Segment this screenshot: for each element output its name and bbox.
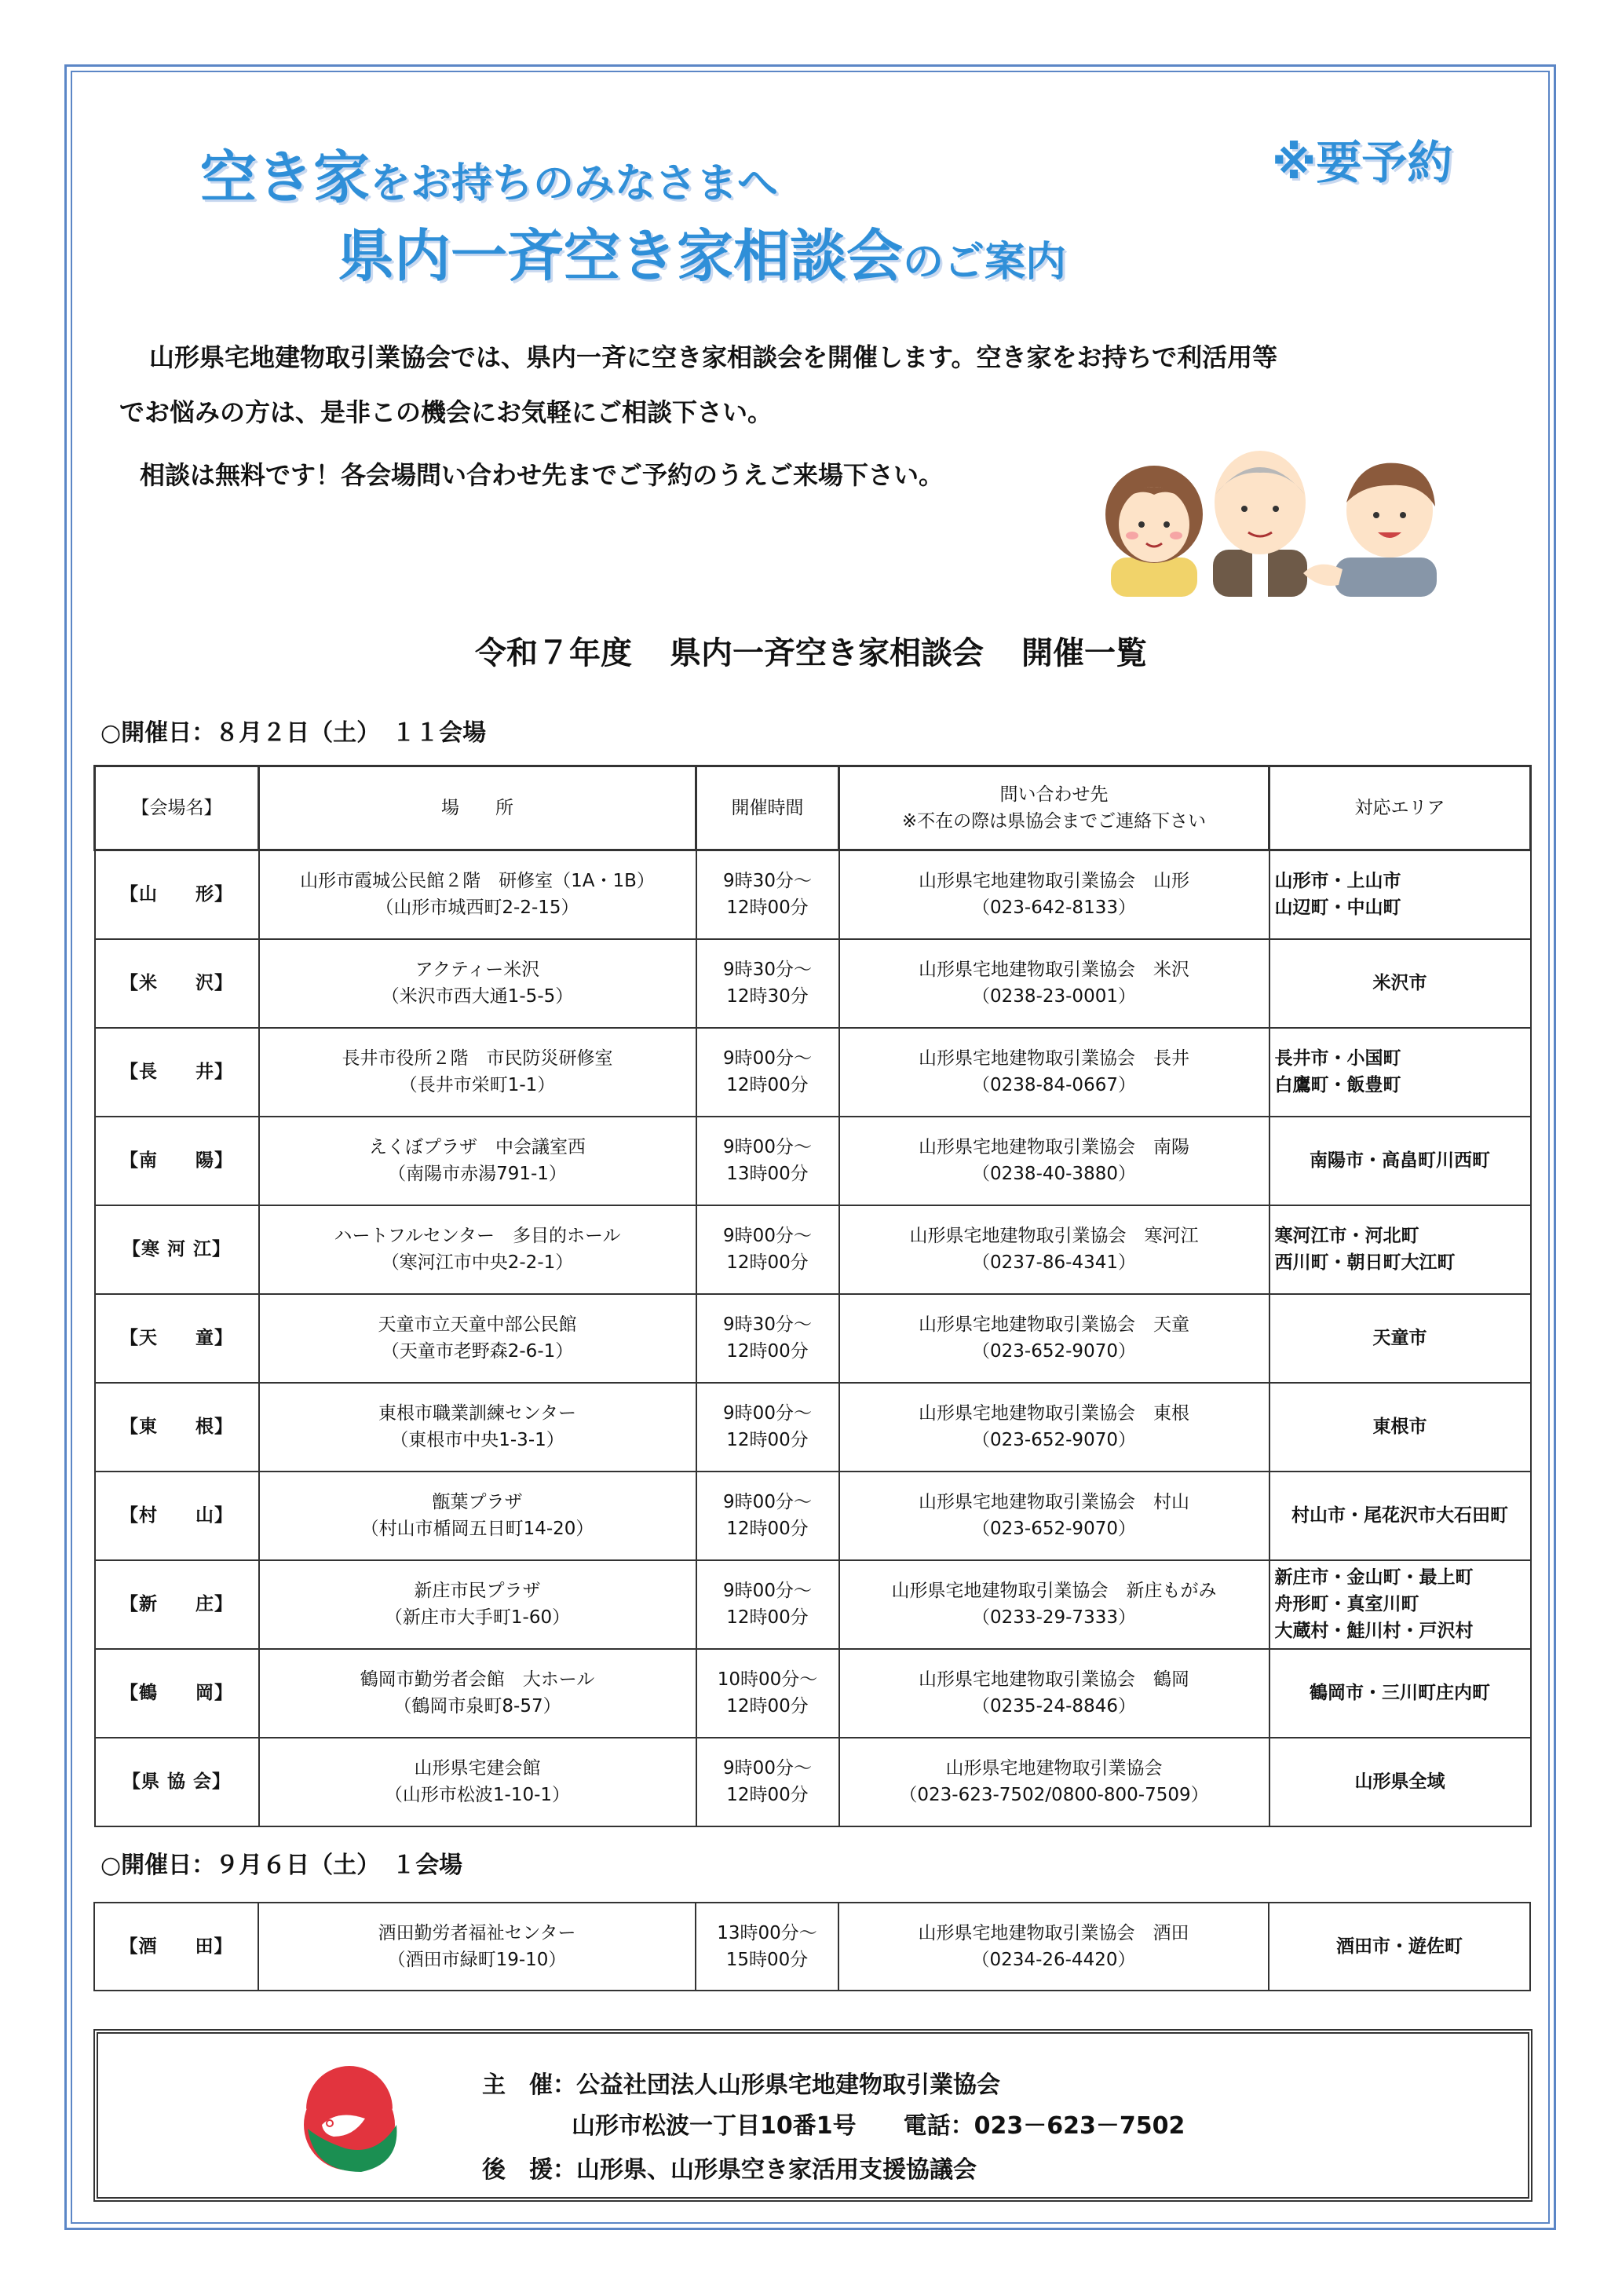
contact-tel: （023-652-9070） (972, 1341, 1136, 1362)
venue-row (95, 1028, 1531, 1117)
schedule-title (0, 628, 1622, 673)
venue-contact-cell (839, 1738, 1269, 1826)
area-lines (1310, 1680, 1490, 1706)
venue-place-cell (259, 1117, 696, 1205)
contact-name: 山形県宅地建物取引業協会 (945, 1758, 1163, 1779)
venue-address: （鶴岡市泉町8-57） (393, 1696, 561, 1717)
area-line: 山形県全域 (1354, 1771, 1445, 1792)
time-end: 13時00分 (726, 1164, 809, 1184)
venue-contact-cell (839, 939, 1269, 1028)
area-lines (1355, 1768, 1445, 1795)
venue-area-cell (1269, 1294, 1531, 1383)
area-line: 長井市・小国町 (1274, 1048, 1401, 1069)
venue-row (95, 850, 1531, 939)
venue-place-cell (259, 850, 696, 939)
venue-area-cell (1269, 1738, 1531, 1826)
venue-contact-cell (839, 1649, 1269, 1738)
header-place: 場 所 (259, 766, 696, 850)
contact-tel: （0237-86-4341） (972, 1252, 1136, 1273)
header-contact-label: 問い合わせ先 (999, 784, 1109, 805)
venue-address: （酒田市緑町19-10） (387, 1950, 567, 1970)
venue-place-cell (259, 939, 696, 1028)
venue-time-cell (696, 1294, 839, 1383)
venue-address: （村山市楯岡五日町14-20） (360, 1519, 594, 1539)
session-2-date: ○開催日：９月６日（土） １会場 (100, 1852, 463, 1879)
venue-place: 長井市役所２階 市民防災研修室 (342, 1048, 613, 1069)
venue-area-cell (1269, 850, 1531, 939)
area-lines (1275, 1223, 1525, 1276)
time-start: 9時00分～ (723, 1226, 812, 1246)
venue-row (95, 1738, 1531, 1826)
time-end: 12時30分 (726, 986, 809, 1007)
venue-address: （米沢市西大通1-5-5） (381, 986, 574, 1007)
venue-table-august (93, 765, 1532, 1827)
venue-contact-cell (839, 1383, 1269, 1472)
area-line: 山辺町・中山町 (1274, 898, 1401, 919)
time-start: 9時30分～ (723, 871, 812, 892)
venue-row (95, 1117, 1531, 1205)
venue-area-cell (1269, 1649, 1531, 1738)
area-line: 南陽市・高畠町 (1310, 1150, 1436, 1171)
venue-name: 【天 童】 (95, 1294, 259, 1383)
elderly-man-figure (1213, 451, 1307, 597)
contact-tel: （0238-23-0001） (972, 986, 1136, 1007)
venue-address: （長井市栄町1-1） (399, 1075, 556, 1095)
venue-place: ハートフルセンター 多目的ホール (334, 1226, 621, 1246)
time-end: 12時00分 (726, 1075, 809, 1095)
venue-time-cell (696, 850, 839, 939)
venue-time-cell (696, 1903, 838, 1991)
venue-area-cell (1269, 1028, 1531, 1117)
area-line: 酒田市・遊佐町 (1336, 1936, 1463, 1957)
contact-name: 山形県宅地建物取引業協会 米沢 (919, 960, 1189, 980)
venue-place-cell (259, 1028, 696, 1117)
venue-place: 天童市立天童中部公民館 (378, 1314, 577, 1335)
venue-contact-cell (839, 1294, 1269, 1383)
venue-place-cell (259, 1205, 696, 1294)
title-emphasis: 空き家 (200, 144, 371, 210)
venue-name: 【酒 田】 (94, 1903, 258, 1991)
header-contact (839, 766, 1269, 850)
venue-place-cell (259, 1472, 696, 1560)
contact-name: 山形県宅地建物取引業協会 鶴岡 (919, 1669, 1189, 1690)
area-line: 山形市・上山市 (1274, 871, 1401, 892)
footer-tel: 電話：023－623－7502 (903, 2112, 1185, 2140)
venue-place: アクティー米沢 (415, 960, 540, 980)
area-lines (1310, 1147, 1490, 1174)
venue-name: 【県 協 会】 (95, 1738, 259, 1826)
contact-name: 山形県宅地建物取引業協会 東根 (919, 1403, 1189, 1424)
venue-place: 甑葉プラザ (432, 1492, 523, 1512)
people-illustration (1076, 440, 1460, 597)
schedule-name: 県内一斉空き家相談会 (670, 635, 984, 671)
area-line: 新庄市・金山町・最上町 (1274, 1567, 1474, 1588)
footer-organizer: 主 催：公益社団法人山形県宅地建物取引業協会 (482, 2071, 1000, 2099)
area-line: 天童市 (1372, 1328, 1427, 1348)
time-end: 12時00分 (726, 1696, 809, 1717)
time-end: 12時00分 (726, 1519, 809, 1539)
contact-name: 山形県宅地建物取引業協会 天童 (919, 1314, 1189, 1335)
venue-place-cell (259, 1383, 696, 1472)
venue-address: （天童市老野森2-6-1） (381, 1341, 574, 1362)
area-line: 大蔵村・鮭川村・戸沢村 (1274, 1621, 1474, 1641)
time-end: 12時00分 (726, 1341, 809, 1362)
venue-area-cell (1269, 1903, 1530, 1991)
venue-time-cell (696, 1117, 839, 1205)
table-header-row (95, 766, 1531, 850)
area-line: 鶴岡市・三川町 (1310, 1683, 1436, 1703)
contact-name: 山形県宅地建物取引業協会 酒田 (918, 1923, 1189, 1943)
venue-row (95, 939, 1531, 1028)
time-end: 12時00分 (726, 1785, 809, 1805)
venue-time-cell (696, 1205, 839, 1294)
venue-place-cell (259, 1649, 696, 1738)
venue-contact-cell (839, 1472, 1269, 1560)
venue-name: 【東 根】 (95, 1383, 259, 1472)
venue-place: 鶴岡市勤労者会館 大ホール (360, 1669, 595, 1690)
venue-area-cell (1269, 1383, 1531, 1472)
header-venue: 【会場名】 (95, 766, 259, 850)
footer-support: 後 援：山形県、山形県空き家活用支援協議会 (482, 2156, 977, 2184)
venue-address: （山形市城西町2-2-15） (375, 898, 579, 919)
title-emphasis-2: 県内一斉空き家相談会 (338, 223, 904, 289)
title-line-2 (338, 210, 1066, 292)
time-start: 9時00分～ (723, 1758, 812, 1779)
contact-tel: （023-652-9070） (972, 1519, 1136, 1539)
venue-place: 東根市職業訓練センター (378, 1403, 577, 1424)
venue-name: 【長 井】 (95, 1028, 259, 1117)
time-start: 9時30分～ (723, 1314, 812, 1335)
title-rest: をお持ちのみなさまへ (370, 160, 779, 207)
area-line: 舟形町・真室川町 (1274, 1594, 1419, 1614)
venue-place: 酒田勤労者福祉センター (378, 1923, 576, 1943)
area-lines (1291, 1502, 1508, 1529)
header-time: 開催時間 (696, 766, 839, 850)
venue-place-cell (259, 1738, 696, 1826)
venue-contact-cell (838, 1903, 1269, 1991)
venue-place: 山形県宅建会館 (414, 1758, 541, 1779)
area-line: 庄内町 (1436, 1683, 1490, 1703)
venue-place-cell (258, 1903, 696, 1991)
venue-place: 山形市霞城公民館２階 研修室（1A・1B） (300, 871, 655, 892)
contact-tel: （0238-84-0667） (972, 1075, 1136, 1095)
contact-name: 山形県宅地建物取引業協会 村山 (919, 1492, 1189, 1512)
area-line: 東根市 (1372, 1417, 1427, 1437)
time-start: 9時00分～ (723, 1403, 812, 1424)
young-man-figure (1303, 463, 1437, 597)
time-end: 12時00分 (726, 898, 809, 919)
venue-address: （東根市中央1-3-1） (390, 1430, 564, 1450)
contact-tel: （0238-40-3880） (972, 1164, 1136, 1184)
area-line: 寒河江市・河北町 (1274, 1226, 1419, 1246)
area-line: 川西町 (1436, 1150, 1490, 1171)
venue-contact-cell (839, 1028, 1269, 1117)
intro-paragraph-2: でお悩みの方は、是非この機会にお気軽にご相談下さい。 (119, 397, 773, 427)
venue-place: えくぼプラザ 中会議室西 (369, 1137, 586, 1157)
venue-place-cell (259, 1294, 696, 1383)
venue-row (95, 1383, 1531, 1472)
venue-name: 【新 庄】 (95, 1560, 259, 1649)
intro-paragraph-3: 相談は無料です！各会場問い合わせ先までご予約のうえご来場下さい。 (140, 460, 944, 490)
contact-tel: （0234-26-4420） (971, 1950, 1136, 1970)
area-lines (1275, 1045, 1525, 1099)
footer-contact (572, 2106, 1185, 2141)
venue-address: （山形市松波1-10-1） (384, 1785, 571, 1805)
venue-name: 【寒 河 江】 (95, 1205, 259, 1294)
title-line-1 (200, 132, 778, 214)
area-line: 白鷹町・飯豊町 (1274, 1075, 1401, 1095)
venue-contact-cell (839, 1205, 1269, 1294)
venue-address: （南陽市赤湯791-1） (388, 1164, 567, 1184)
contact-tel: （023-623-7502/0800-800-7509） (899, 1785, 1209, 1805)
venue-time-cell (696, 1028, 839, 1117)
venue-row (95, 1205, 1531, 1294)
venue-time-cell (696, 1383, 839, 1472)
venue-row (95, 1472, 1531, 1560)
venue-area-cell (1269, 1205, 1531, 1294)
area-lines (1373, 1413, 1427, 1440)
venue-row (95, 1294, 1531, 1383)
area-lines (1275, 1564, 1525, 1644)
area-line: 大石田町 (1436, 1505, 1508, 1526)
venue-time-cell (696, 1560, 839, 1649)
time-start: 10時00分～ (717, 1669, 818, 1690)
area-line: 大江町 (1401, 1252, 1456, 1273)
venue-contact-cell (839, 1117, 1269, 1205)
time-start: 13時00分～ (717, 1923, 817, 1943)
time-end: 12時00分 (726, 1607, 809, 1628)
contact-tel: （0233-29-7333） (972, 1607, 1136, 1628)
association-logo (290, 2062, 408, 2180)
contact-name: 山形県宅地建物取引業協会 寒河江 (909, 1226, 1199, 1246)
reservation-required: ※要予約 (1272, 136, 1453, 189)
time-start: 9時00分～ (723, 1581, 812, 1601)
time-start: 9時30分～ (723, 960, 812, 980)
time-start: 9時00分～ (723, 1048, 812, 1069)
area-lines (1336, 1933, 1463, 1960)
venue-place-cell (259, 1560, 696, 1649)
contact-tel: （023-642-8133） (972, 898, 1136, 919)
venue-address: （新庄市大手町1-60） (384, 1607, 571, 1628)
venue-name: 【村 山】 (95, 1472, 259, 1560)
area-lines (1373, 1325, 1427, 1351)
area-line: 村山市・尾花沢市 (1291, 1505, 1436, 1526)
venue-time-cell (696, 1738, 839, 1826)
time-end: 15時00分 (725, 1950, 809, 1970)
venue-row (95, 1560, 1531, 1649)
venue-name: 【米 沢】 (95, 939, 259, 1028)
venue-time-cell (696, 1472, 839, 1560)
header-area: 対応エリア (1269, 766, 1531, 850)
title-rest-2: のご案内 (903, 239, 1067, 286)
venue-area-cell (1269, 939, 1531, 1028)
venue-row (95, 1649, 1531, 1738)
venue-contact-cell (839, 1560, 1269, 1649)
venue-time-cell (696, 1649, 839, 1738)
time-end: 12時00分 (726, 1252, 809, 1273)
time-start: 9時00分～ (723, 1137, 812, 1157)
session-1-date: ○開催日：８月２日（土） １１会場 (100, 719, 487, 747)
venue-name: 【山 形】 (95, 850, 259, 939)
contact-name: 山形県宅地建物取引業協会 南陽 (919, 1137, 1189, 1157)
area-lines (1373, 970, 1427, 996)
venue-area-cell (1269, 1472, 1531, 1560)
venue-address: （寒河江市中央2-2-1） (381, 1252, 574, 1273)
contact-tel: （023-652-9070） (972, 1430, 1136, 1450)
venue-area-cell (1269, 1560, 1531, 1649)
contact-name: 山形県宅地建物取引業協会 新庄もがみ (891, 1581, 1217, 1601)
time-start: 9時00分～ (723, 1492, 812, 1512)
area-lines (1275, 868, 1525, 921)
venue-contact-cell (839, 850, 1269, 939)
venue-table-september (93, 1902, 1531, 1991)
venue-name: 【南 陽】 (95, 1117, 259, 1205)
contact-name: 山形県宅地建物取引業協会 山形 (919, 871, 1189, 892)
venue-name: 【鶴 岡】 (95, 1649, 259, 1738)
venue-place: 新庄市民プラザ (414, 1581, 541, 1601)
time-end: 12時00分 (726, 1430, 809, 1450)
contact-tel: （0235-24-8846） (972, 1696, 1136, 1717)
venue-area-cell (1269, 1117, 1531, 1205)
venue-time-cell (696, 939, 839, 1028)
schedule-suffix: 開催一覧 (1021, 635, 1147, 671)
footer-address: 山形市松波一丁目10番1号 (572, 2112, 857, 2140)
intro-paragraph-1: 山形県宅地建物取引業協会では、県内一斉に空き家相談会を開催します。空き家をお持ちで利活用等 (149, 342, 1278, 372)
contact-name: 山形県宅地建物取引業協会 長井 (919, 1048, 1189, 1069)
schedule-year: 令和７年度 (475, 635, 632, 671)
header-contact-note: ※不在の際は県協会までご連絡下さい (901, 811, 1207, 832)
woman-figure (1105, 466, 1203, 597)
area-line: 西川町・朝日町 (1274, 1252, 1401, 1273)
venue-row (94, 1903, 1530, 1991)
area-line: 米沢市 (1372, 973, 1427, 993)
